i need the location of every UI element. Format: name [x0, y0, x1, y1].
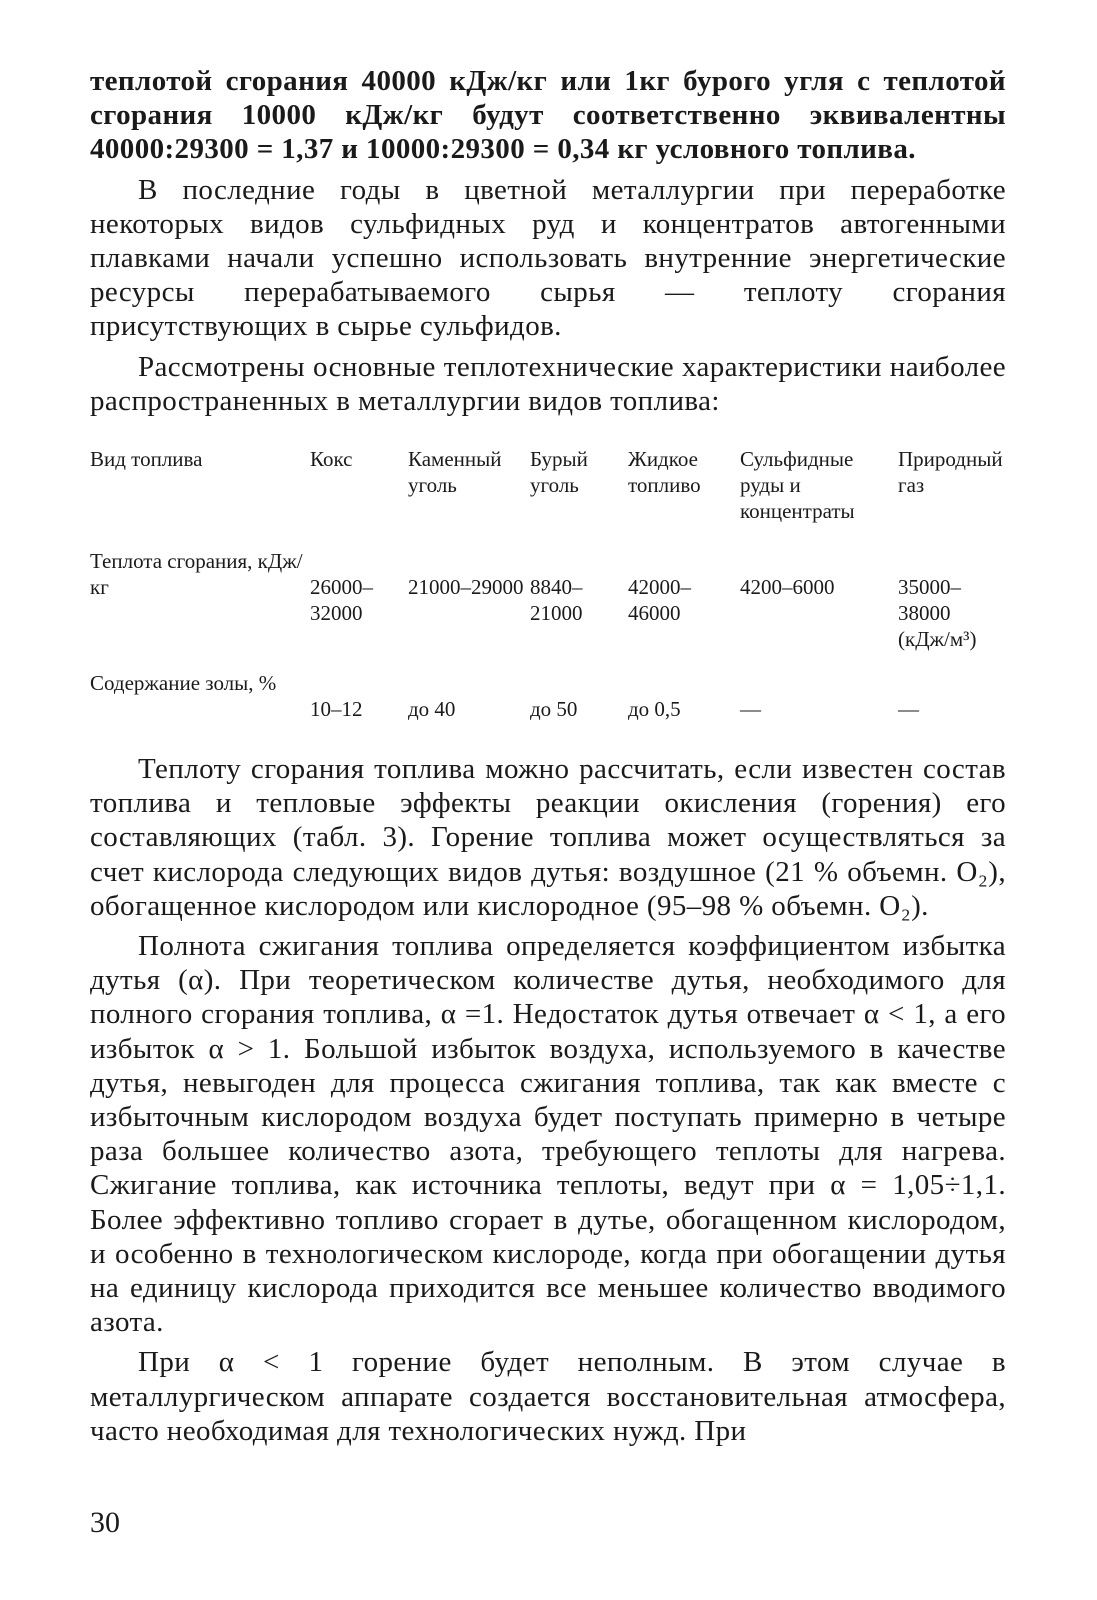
cell-heat-natural-gas-unit: (кДж/м³)	[898, 627, 977, 652]
row-label-heat: Теплота сгорания, кДж/кг	[90, 549, 303, 600]
paragraph-table-intro: Рассмотрены основные теплотехнические характеристики наиболее распространенных в металлургии видов топлива:	[90, 350, 1006, 417]
table-header-row	[90, 446, 1006, 548]
cell-heat-liquid-fuel: 42000–46000	[628, 575, 691, 626]
table-row-ash-content	[90, 670, 1006, 722]
header-hard-coal: Каменный уголь	[408, 447, 502, 498]
cell-ash-brown-coal: до 50	[530, 697, 578, 722]
cell-ash-liquid-fuel: до 0,5	[628, 697, 681, 722]
cell-heat-natural-gas-value: 35000–38000	[898, 575, 961, 626]
header-fuel-type: Вид топлива	[90, 447, 203, 472]
paragraph-incomplete-combustion: При α < 1 горение будет неполным. В этом случае в металлургическом аппарате создается восстановительная атмосфера, часто необходимая для технологических нужд. При	[90, 1346, 1006, 1447]
header-sulfide-ores: Сульфидные руды и концентраты	[740, 447, 855, 524]
cell-heat-brown-coal: 8840–21000	[530, 575, 583, 626]
cell-ash-sulfide-ores: —	[740, 697, 761, 722]
cell-heat-natural-gas	[898, 548, 1006, 670]
row-label-ash: Содержание золы, %	[90, 671, 277, 696]
cell-ash-coke: 10–12	[310, 697, 363, 722]
paragraph-combustion-completeness: Полнота сжигания топлива определяется коэффициентом избытка дутья (α). При теоретическом количестве дутья, необходимого для полного сгорания топлива, α =1. Недостаток дутья отвечает α < 1, а его избыток α > 1. Большой избыток воздуха, используемого в качестве дутья, невыгоден для процесса сжигания топлива, так как вместе с избыточным кислородом воздуха будет поступать примерно в четыре раза большее количество азота, требующего теплоты для нагрева. Сжигание топлива, как источника теплоты, ведут при α = 1,05÷1,1. Более эффективно топливо сгорает в дутье, обогащенном кислородом, и особенно в технологическом кислороде, когда при обогащении дутья на единицу кислорода приходится все меньшее количество вводимого азота.	[90, 930, 1006, 1339]
page-content	[90, 64, 1006, 1448]
page-number: 30	[90, 1506, 120, 1539]
header-liquid-fuel: Жидкое топливо	[628, 447, 701, 498]
header-brown-coal: Бурый уголь	[530, 447, 588, 498]
header-coke: Кокс	[310, 447, 353, 472]
paragraph-continuation: теплотой сгорания 40000 кДж/кг или 1кг бурого угля с теплотой сгорания 10000 кДж/кг будут соответственно эквивалентны 40000:29300 = 1,37 и 10000:29300 = 0,34 кг условного топлива.	[90, 65, 1006, 166]
cell-heat-sulfide-ores: 4200–6000	[740, 575, 835, 600]
cell-ash-hard-coal: до 40	[408, 697, 456, 722]
paragraph-energy-resources: В последние годы в цветной металлургии при переработке некоторых видов сульфидных руд и концентратов автогенными плавками начали успешно использовать внутренние энергетические ресурсы перерабатываемого сырья — теплоту сгорания присутствующих в сырье сульфидов.	[90, 173, 1006, 343]
table-row-heat-of-combustion	[90, 548, 1006, 670]
cell-ash-natural-gas: —	[898, 697, 919, 722]
paragraph-heat-calculation: Теплоту сгорания топлива можно рассчитать, если известен состав топлива и тепловые эффекты реакции окисления (горения) его составляющих (табл. 3). Горение топлива может осуществляться за счет кислорода следующих видов дутья: воздушное (21 % объемн. O₂), обогащенное кислородом или кислородное (95–98 % объемн. O₂).	[90, 753, 1006, 922]
cell-heat-coke: 26000–32000	[310, 575, 373, 626]
cell-heat-hard-coal: 21000–29000	[408, 575, 524, 600]
header-natural-gas: Природный газ	[898, 447, 1003, 498]
fuel-characteristics-table	[90, 446, 1006, 722]
